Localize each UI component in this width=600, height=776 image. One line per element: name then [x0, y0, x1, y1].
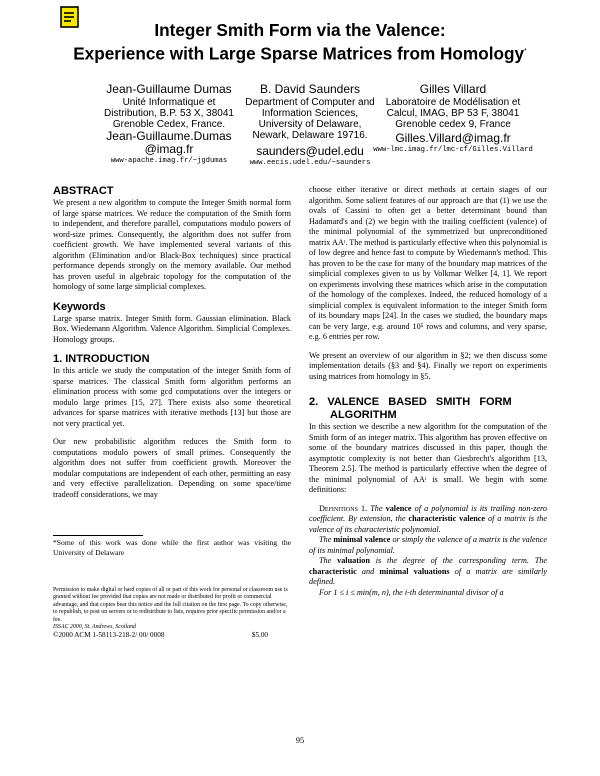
def-text: The — [370, 503, 386, 513]
permission-text: Permission to make digital or hard copies of all or part of this work for personal or classroom use is granted without fee provided that copies are not made or distributed for profit or commercial advantage, and that copies bear this notice and the full citation on the first page. To copy otherwise, to republish, to post on servers or to redistribute to lists, requires prior specific permission and/or a fee. — [53, 587, 288, 623]
def-text: and — [356, 566, 380, 576]
definition-2 — [309, 535, 547, 556]
intro-heading: 1. INTRODUCTION — [53, 353, 150, 365]
abstract-text: We present a new algorithm to compute the Integer Smith normal form of large sparse matrices. We reduce the computation of the Smith form to independent, and therefore parallel, computations modulo powers of word-size primes. Consequently, the algorithm does not suffer from coefficient growth. We have implemented several variants of this algorithm (Elimination and/or Black-Box techniques) since practical performance depends strongly on the memory available. Our method has proven useful in algebraic topology for the computation of the homology of some large simplicial complexes. — [53, 198, 291, 291]
author-block-3 — [373, 82, 533, 156]
author-email[interactable]: Jean-Guillaume.Dumas — [106, 129, 232, 143]
def-term: minimal valuations — [379, 566, 450, 576]
author-url[interactable]: www-lmc.imag.fr/lmc-cf/Gilles.Villard — [373, 146, 533, 154]
def-text: The — [319, 556, 338, 565]
author-affil-line: Calcul, IMAG, BP 53 F, 38041 — [386, 108, 520, 119]
author-affil-line: Information Sciences, — [261, 108, 359, 119]
section2-heading — [309, 396, 547, 422]
section2-paragraph-1: In this section we describe a new algorithm for the computation of the Smith form of an integer matrix. This algorithm has proven effective on some of the boundary matrices discussed in this paper, though the asymptotic complexity is not better than Giesbrecht's algorithm [13, Theorem 2.5]. The method is particularly effective when the degree of the minimal polynomial of AAᵗ is small. We begin with some definitions: — [309, 422, 547, 494]
def-text: of a matrix is the valence of its characteristic polynomial. — [309, 514, 548, 534]
definitions-block — [309, 504, 547, 599]
author-name: Jean-Guillaume Dumas — [106, 82, 232, 96]
section2-heading-line-1: 2. VALENCE BASED SMITH FORM — [309, 396, 512, 408]
def-text: of a matrix are similarly defined. — [309, 566, 548, 586]
author-name: Gilles Villard — [419, 82, 487, 96]
intro-paragraph-1: In this article we study the computation of the integer Smith form of sparse matrices. The classical Smith form algorithm performs an elimination process with some gcd computations over the integers or modulo large primes [15, 27]. There exists also some theoretical advances for sparse matrices with iterative methods [13] but those are not very practical yet. — [53, 366, 291, 428]
author-affil-line: Grenoble Cedex, France. — [112, 119, 226, 130]
def-term: characteristic — [309, 566, 357, 576]
title-line-1: Integer Smith Form via the Valence: — [154, 20, 446, 40]
footnote: *Some of this work was done while the first author was visiting the University of Delaware — [53, 538, 291, 557]
title-footnote-mark: * — [524, 48, 527, 55]
definition-1 — [309, 504, 547, 536]
def-text: or simply the valence of a matrix is the valence of its minimal polynomial. — [309, 535, 547, 555]
keywords-text: Large sparse matrix. Integer Smith form. Gaussian elimination. Black Box. Wiedemann Algorithm. Valence Algorithm. Simplicial Complexes. Homology groups. — [53, 313, 291, 344]
abstract-heading: ABSTRACT — [53, 185, 114, 197]
copyright-line — [53, 631, 268, 640]
author-email[interactable]: @imag.fr — [144, 142, 194, 156]
right-paragraph-2: We present an overview of our algorithm in §2; we then discuss some implementation details (§3 and §4). Finally we report on experiments using matrices from homology in §5. — [309, 350, 547, 381]
right-column — [309, 185, 547, 598]
intro-paragraph-2: Our new probabilistic algorithm reduces the Smith form to computations modulo powers of small primes. Consequently the algorithm does not suffer from coefficient growth. Moreover the modular computations are independent of each other, permitting an easy and very effective parallelization. Depending on some space/time tradeoff considerations, we may — [53, 437, 291, 499]
def-term: valuation — [337, 556, 370, 565]
def-term: valence — [385, 503, 412, 513]
author-url[interactable]: www.eecis.udel.edu/~saunders — [249, 159, 371, 167]
def-text: The — [319, 535, 334, 544]
author-email[interactable]: saunders@udel.edu — [256, 144, 364, 158]
right-paragraph-1: choose either iterative or direct methods at certain stages of our algorithm. Some salient features of our approach are that (1) we use the ovals of Cassini to often get a better determinant bound than Hadamard's and (2) we begin with the trailing coefficient (valence) of the minimal polynomial of the symmetrized but unpreconditioned matrix AAᵗ. The method is particularly effective when this polynomial is of low degree and hence fast to compute by Wiedemann's method. This has proven to be the case for many of the boundary map matrices of the simplicial complexes given to us by Volkmar Welker [4, 1]. We report on experiments involving these matrices which arise in the computation of the homology of the complexes. Indeed, the reduced homology of a simplicial complex is equivalent information to the integer Smith form of its boundary maps [24]. In the cases we studied, the boundary maps can be very large, e.g. around 10⁵ rows and columns, and very sparse, e.g. 6 entries per row. — [309, 185, 547, 341]
author-email[interactable]: Gilles.Villard@imag.fr — [395, 131, 511, 145]
venue-text: ISSAC 2000, St. Andrews, Scotland — [53, 624, 136, 631]
price-text: $5.00 — [251, 631, 268, 640]
author-affil-line: University of Delaware, — [258, 119, 362, 130]
title-line-2-text: Experience with Large Sparse Matrices from Homology — [73, 43, 525, 64]
def-text: of a polynomial is its trailing non-zero coefficient. By extension, the — [309, 503, 548, 523]
author-affil-line: Grenoble cedex 9, France — [395, 119, 511, 130]
def-term: minimal valence — [333, 535, 391, 544]
permission-block — [53, 587, 291, 640]
definition-4: For 1 ≤ i ≤ min(m, n), the i-th determinantal divisor of a — [319, 587, 504, 597]
author-url[interactable]: www-apache.imag.fr/~jgdumas — [110, 157, 228, 165]
author-block-1 — [94, 82, 244, 167]
def-term: characteristic valence — [408, 514, 486, 523]
author-affil-line: Laboratoire de Modélisation et — [385, 97, 521, 108]
definitions-label: Definitions 1. — [319, 503, 368, 513]
author-name: B. David Saunders — [259, 82, 361, 96]
definition-3 — [309, 556, 547, 588]
author-affil-line: Newark, Delaware 19716. — [252, 130, 368, 141]
copyright-text: ©2000 ACM 1-58113-218-2/ 00/ 0008 — [53, 631, 165, 640]
author-affil-line: Department of Computer and — [245, 97, 375, 108]
keywords-heading: Keywords — [53, 300, 106, 313]
left-column — [53, 185, 291, 500]
page-number: 95 — [295, 735, 305, 745]
paper-title — [0, 20, 600, 65]
footnote-rule — [53, 535, 143, 536]
title-line-2 — [0, 41, 600, 65]
section2-heading-line-2: ALGORITHM — [330, 409, 397, 421]
def-text: is the degree of the corresponding term. The — [369, 556, 547, 565]
author-affil-line: Unité Informatique et — [122, 97, 216, 108]
author-affil-line: Distribution, B.P. 53 X, 38041 — [104, 108, 234, 119]
